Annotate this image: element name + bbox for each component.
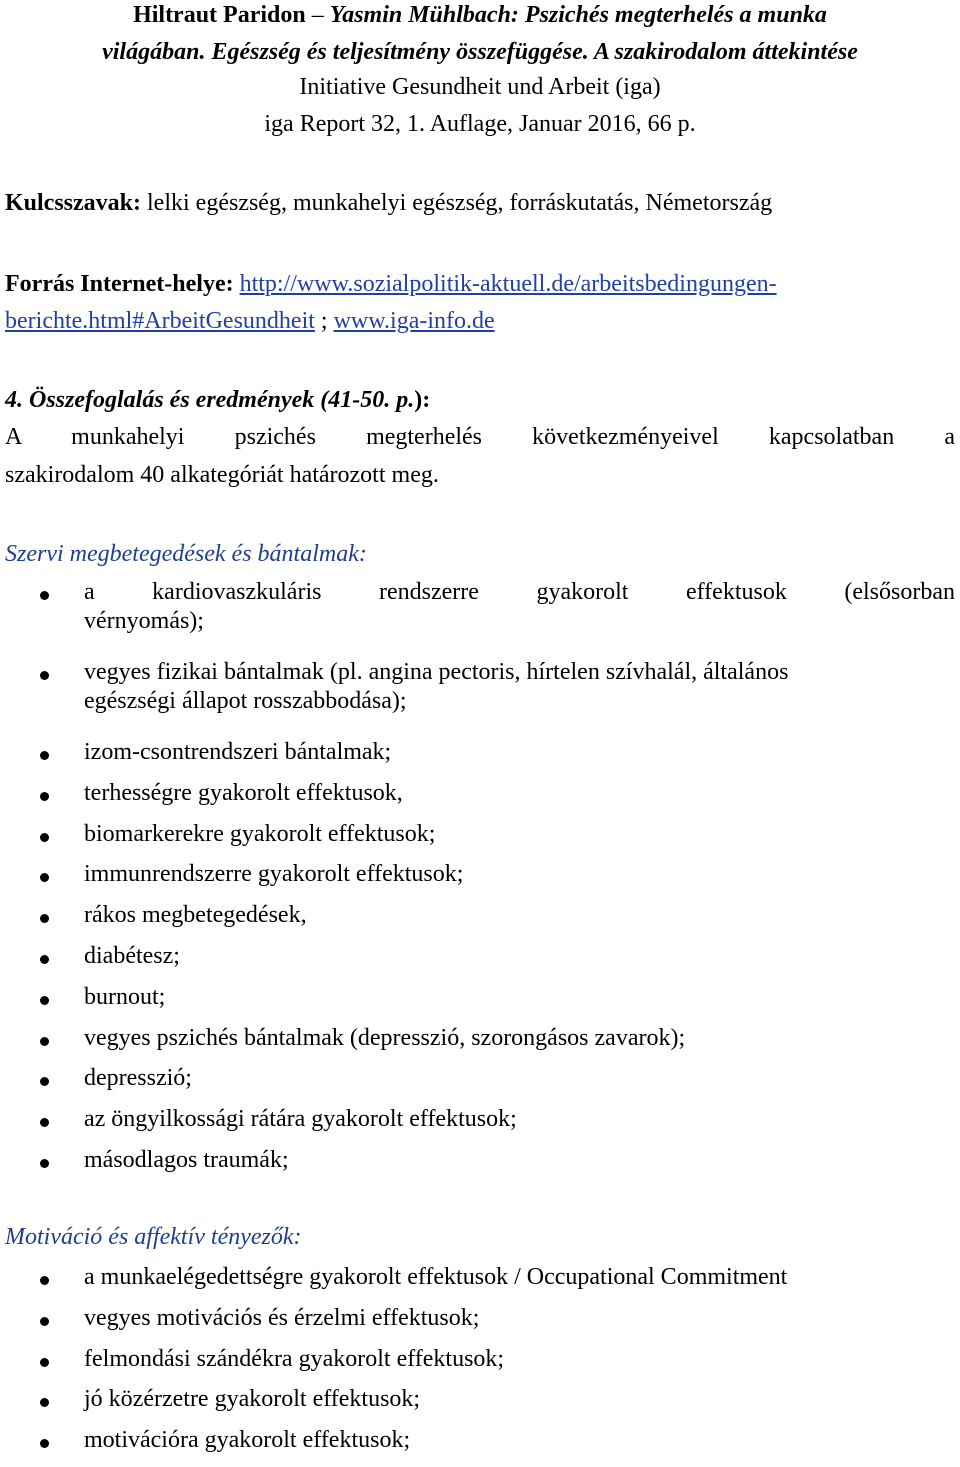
section-heading-label: 4. Összefoglalás és eredmények (41-50. p.: [5, 387, 415, 413]
bullet-icon: [40, 955, 49, 964]
summary-line-2: szakirodalom 40 alkategóriát határozott meg.: [5, 462, 439, 488]
bullet-icon: [40, 1118, 49, 1127]
bullet-icon: [40, 996, 49, 1005]
section-heading-tail: ):: [414, 387, 431, 413]
list-item: [0, 983, 955, 1024]
author: Hiltraut Paridon: [133, 2, 306, 28]
list-item: [0, 779, 955, 820]
list-item-text: rákos megbetegedések,: [84, 902, 307, 929]
list-item: [0, 658, 955, 738]
list-item: [0, 901, 955, 942]
source-line-2: [5, 307, 955, 336]
source-label: Forrás Internet-helye:: [5, 271, 234, 297]
list-item: [0, 1146, 955, 1187]
source-link-1[interactable]: http://www.sozialpolitik-aktuell.de/arbeitsbedingungen-: [239, 271, 777, 297]
list-item-line: egészségi állapot rosszabbodása);: [84, 688, 407, 715]
title-line-1: [0, 1, 960, 30]
list-item: [0, 1064, 955, 1105]
list-item-text: jó közérzetre gyakorolt effektusok;: [84, 1386, 421, 1413]
bullet-icon: [40, 1077, 49, 1086]
keywords-value: lelki egészség, munkahelyi egészség, forráskutatás, Németország: [147, 190, 773, 216]
list-item-line: a kardiovaszkuláris rendszerre gyakorolt effektusok (elsősorban: [84, 579, 955, 605]
list-item-text: vegyes pszichés bántalmak (depresszió, szorongásos zavarok);: [84, 1024, 686, 1051]
list-item-line: vérnyomás);: [84, 608, 204, 635]
list-item-text: az öngyilkossági rátára gyakorolt effektusok;: [84, 1106, 517, 1133]
source-line-1: [5, 270, 955, 299]
source-link-1-continued[interactable]: berichte.html#ArbeitGesundheit: [5, 308, 315, 334]
list-item-text: felmondási szándékra gyakorolt effektusok;: [84, 1345, 505, 1372]
list-item-text: burnout;: [84, 983, 166, 1010]
list-item: [0, 1024, 955, 1065]
keywords-label: Kulcsszavak:: [5, 190, 142, 216]
bullet-icon: [40, 833, 49, 842]
somatic-list: [0, 578, 955, 1187]
title-dash: –: [305, 2, 330, 28]
list-item: [0, 860, 955, 901]
list-item-text: biomarkerekre gyakorolt effektusok;: [84, 820, 436, 847]
list-item-text: terhességre gyakorolt effektusok,: [84, 779, 403, 806]
list-item: [0, 1385, 955, 1426]
bullet-icon: [40, 591, 49, 600]
list-item: [0, 1345, 955, 1386]
bullet-icon: [40, 914, 49, 923]
list-item: [0, 738, 955, 779]
list-item: [0, 1105, 955, 1146]
bullet-icon: [40, 1317, 49, 1326]
report-line: iga Report 32, 1. Auflage, Januar 2016, 66 p.: [264, 111, 696, 137]
list-item-text: izom-csontrendszeri bántalmak;: [84, 739, 392, 765]
bullet-icon: [40, 671, 49, 680]
list-item: [0, 1304, 955, 1345]
list-item-line: vegyes fizikai bántalmak (pl. angina pectoris, hírtelen szívhalál, általános: [84, 659, 789, 685]
motivation-heading: Motiváció és affektív tényezők:: [5, 1224, 302, 1250]
motivation-list: [0, 1263, 955, 1467]
list-item: [0, 942, 955, 983]
section-heading: [5, 386, 955, 415]
summary-line-1: A munkahelyi pszichés megterhelés következményeivel kapcsolatban a: [5, 424, 955, 450]
bullet-icon: [40, 1358, 49, 1367]
list-item-text: diabétesz;: [84, 942, 180, 969]
bullet-icon: [40, 1276, 49, 1285]
somatic-heading: Szervi megbetegedések és bántalmak:: [5, 541, 367, 567]
list-item-text: motivációra gyakorolt effektusok;: [84, 1427, 411, 1454]
bullet-icon: [40, 792, 49, 801]
list-item-text: depresszió;: [84, 1065, 192, 1092]
bullet-icon: [40, 1398, 49, 1407]
source-separator: ;: [314, 308, 334, 334]
bullet-icon: [40, 751, 49, 760]
publisher-line: Initiative Gesundheit und Arbeit (iga): [299, 74, 661, 100]
list-item: [0, 820, 955, 861]
bullet-icon: [40, 1037, 49, 1046]
title-part-1: Yasmin Mühlbach: Pszichés megterhelés a munka: [329, 2, 827, 28]
list-item-text: immunrendszerre gyakorolt effektusok;: [84, 861, 464, 888]
bullet-icon: [40, 1159, 49, 1168]
list-item: [0, 578, 955, 658]
list-item: [0, 1263, 955, 1304]
title-line-2: világában. Egészség és teljesítmény összefüggése. A szakirodalom áttekintése: [102, 39, 858, 65]
list-item-text: vegyes motivációs és érzelmi effektusok;: [84, 1304, 480, 1331]
list-item-text: másodlagos traumák;: [84, 1146, 289, 1173]
source-link-2[interactable]: www.iga-info.de: [333, 308, 495, 334]
bullet-icon: [40, 873, 49, 882]
list-item-text: a munkaelégedettségre gyakorolt effektusok / Occupational Commitment: [84, 1264, 788, 1290]
keywords-line: [5, 189, 955, 218]
bullet-icon: [40, 1439, 49, 1448]
